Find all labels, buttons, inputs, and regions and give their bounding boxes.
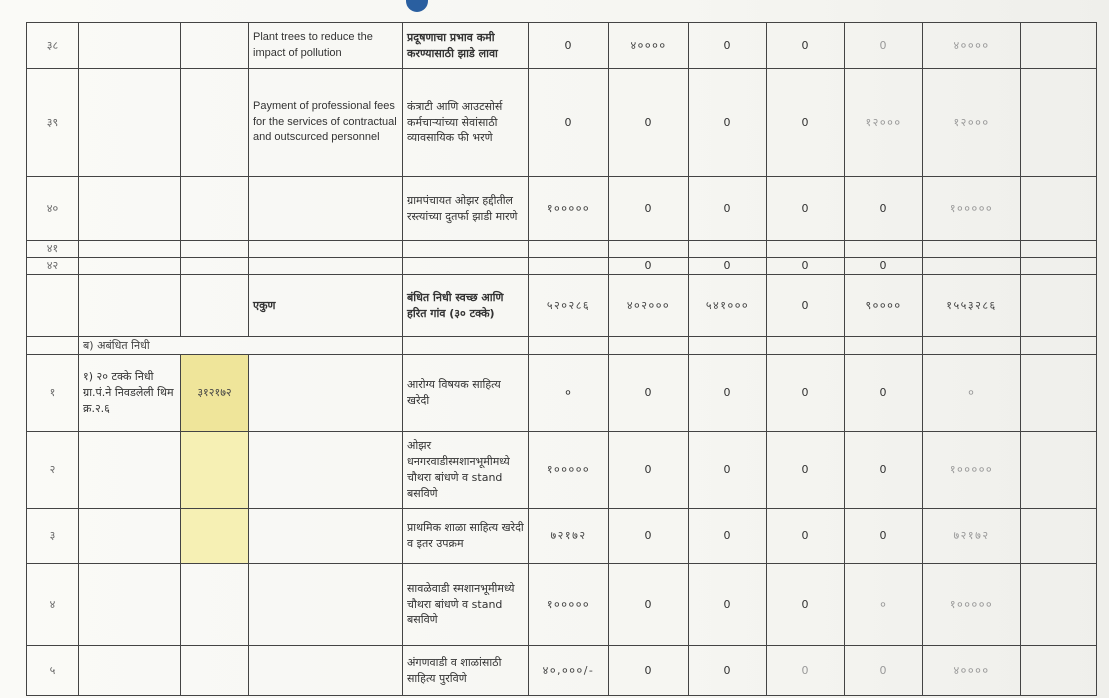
amount-cell: 0 bbox=[689, 509, 767, 564]
total-amount: 0 bbox=[767, 275, 845, 337]
marathi-description: कंत्राटी आणि आउटसोर्स कर्मचाऱ्यांच्या सेवांसाठी व्यावसायिक फी भरणे bbox=[403, 69, 529, 177]
total-cell: १००००० bbox=[923, 432, 1021, 509]
table-row bbox=[27, 177, 1097, 241]
amount-cell: ० bbox=[529, 355, 609, 432]
total-cell: ४०००० bbox=[923, 23, 1021, 69]
amount-cell: १००००० bbox=[529, 432, 609, 509]
amount-cell: 0 bbox=[767, 509, 845, 564]
table-row bbox=[27, 241, 1097, 258]
amount-cell: 0 bbox=[845, 509, 923, 564]
total-cell: ४०००० bbox=[923, 646, 1021, 696]
budget-table bbox=[26, 22, 1097, 696]
marathi-description: आरोग्य विषयक साहित्य खरेदी bbox=[403, 355, 529, 432]
serial-number: ४२ bbox=[27, 258, 79, 275]
amount-cell: ७२१७२ bbox=[529, 509, 609, 564]
amount-cell: 0 bbox=[609, 509, 689, 564]
amount-cell: 0 bbox=[767, 258, 845, 275]
amount-cell: 0 bbox=[609, 69, 689, 177]
total-cell: १२००० bbox=[923, 69, 1021, 177]
serial-number: ५ bbox=[27, 646, 79, 696]
amount-cell: 0 bbox=[845, 177, 923, 241]
serial-number: ४ bbox=[27, 564, 79, 646]
amount-cell: 0 bbox=[529, 69, 609, 177]
total-cell: १००००० bbox=[923, 177, 1021, 241]
amount-cell: 0 bbox=[609, 177, 689, 241]
serial-number: ४० bbox=[27, 177, 79, 241]
total-label: एकुण bbox=[249, 275, 403, 337]
amount-cell: 0 bbox=[689, 69, 767, 177]
total-cell: ० bbox=[923, 355, 1021, 432]
amount-cell: 0 bbox=[845, 258, 923, 275]
amount-cell: 0 bbox=[609, 355, 689, 432]
serial-number: ३८ bbox=[27, 23, 79, 69]
amount-cell: 0 bbox=[689, 432, 767, 509]
total-amount: ५२०२८६ bbox=[529, 275, 609, 337]
grand-total: १५५३२८६ bbox=[923, 275, 1021, 337]
table-row bbox=[27, 355, 1097, 432]
serial-number: १ bbox=[27, 355, 79, 432]
table-row bbox=[27, 258, 1097, 275]
marathi-description: प्राथमिक शाळा साहित्य खरेदी व इतर उपक्रम bbox=[403, 509, 529, 564]
amount-cell: 0 bbox=[845, 646, 923, 696]
amount-cell: 0 bbox=[609, 432, 689, 509]
amount-cell: 0 bbox=[845, 23, 923, 69]
scheme-amount: ३१२१७२ bbox=[181, 355, 249, 432]
amount-cell: 0 bbox=[767, 355, 845, 432]
total-cell: ७२१७२ bbox=[923, 509, 1021, 564]
amount-cell: १००००० bbox=[529, 564, 609, 646]
amount-cell: 0 bbox=[845, 432, 923, 509]
ink-blot bbox=[406, 0, 428, 12]
table-row bbox=[27, 69, 1097, 177]
table-row bbox=[27, 509, 1097, 564]
english-description: Plant trees to reduce the impact of pollution bbox=[249, 23, 403, 69]
amount-cell: ४०००० bbox=[609, 23, 689, 69]
marathi-description: प्रदूषणाचा प्रभाव कमी करण्यासाठी झाडे लावा bbox=[403, 23, 529, 69]
amount-cell: 0 bbox=[767, 23, 845, 69]
amount-cell: ४०,०००/- bbox=[529, 646, 609, 696]
amount-cell: 0 bbox=[767, 177, 845, 241]
amount-cell: 0 bbox=[767, 564, 845, 646]
amount-cell: 0 bbox=[689, 646, 767, 696]
amount-cell: 0 bbox=[689, 23, 767, 69]
section-heading-row bbox=[27, 337, 1097, 355]
serial-number: ३ bbox=[27, 509, 79, 564]
amount-cell: 0 bbox=[609, 564, 689, 646]
total-amount: ४०२००० bbox=[609, 275, 689, 337]
table-row bbox=[27, 23, 1097, 69]
total-cell: १००००० bbox=[923, 564, 1021, 646]
marathi-description: सावळेवाडी स्मशानभूमीमध्ये चौथरा बांधणे व stand बसविणे bbox=[403, 564, 529, 646]
amount-cell: 0 bbox=[689, 355, 767, 432]
table-row bbox=[27, 432, 1097, 509]
amount-cell: 0 bbox=[609, 258, 689, 275]
marathi-description: अंगणवाडी व शाळांसाठी साहित्य पुरविणे bbox=[403, 646, 529, 696]
amount-cell: 0 bbox=[767, 646, 845, 696]
marathi-description: ग्रामपंचायत ओझर हद्दीतील रस्त्यांच्या दुतर्फा झाडी मारणे bbox=[403, 177, 529, 241]
amount-cell: 0 bbox=[689, 258, 767, 275]
amount-cell: 0 bbox=[609, 646, 689, 696]
total-amount: ५४१००० bbox=[689, 275, 767, 337]
total-row bbox=[27, 275, 1097, 337]
scheme-label: १) २० टक्के निधी ग्रा.पं.ने निवडलेली थिम क्र.२.६ bbox=[79, 355, 181, 432]
table-row bbox=[27, 646, 1097, 696]
amount-cell: 0 bbox=[767, 432, 845, 509]
amount-cell: ० bbox=[845, 564, 923, 646]
total-description: बंधित निधी स्वच्छ आणि हरित गांव (३० टक्के) bbox=[403, 275, 529, 337]
amount-cell: 0 bbox=[767, 69, 845, 177]
serial-number: २ bbox=[27, 432, 79, 509]
amount-cell: १२००० bbox=[845, 69, 923, 177]
section-heading: ब) अबंधित निधी bbox=[79, 337, 403, 355]
table-row bbox=[27, 564, 1097, 646]
amount-cell: 0 bbox=[845, 355, 923, 432]
amount-cell: 0 bbox=[529, 23, 609, 69]
amount-cell: 0 bbox=[689, 564, 767, 646]
amount-cell: १००००० bbox=[529, 177, 609, 241]
english-description: Payment of professional fees for the services of contractual and outscurced personnel bbox=[249, 69, 403, 177]
total-amount: ९०००० bbox=[845, 275, 923, 337]
serial-number: ३९ bbox=[27, 69, 79, 177]
marathi-description: ओझर धनगरवाडीस्मशानभूमीमध्ये चौथरा बांधणे व stand बसविणे bbox=[403, 432, 529, 509]
serial-number: ४१ bbox=[27, 241, 79, 258]
amount-cell: 0 bbox=[689, 177, 767, 241]
